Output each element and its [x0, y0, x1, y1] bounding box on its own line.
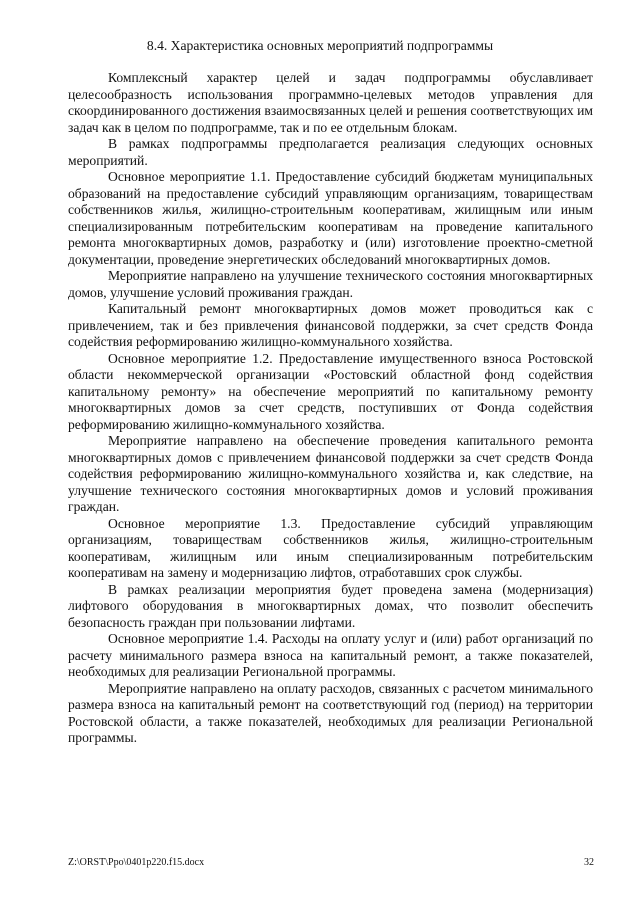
paragraph: Основное мероприятие 1.3. Предоставление субсидий управляющим организациям, товариществам собственников жилья, жилищно-строительным кооперативам, жилищным или иным специализированным потребительским кооперативам на замену и модернизацию лифтов, отработавших срок службы. — [68, 515, 593, 580]
page-number: 32 — [584, 857, 594, 868]
paragraph: Основное мероприятие 1.1. Предоставление субсидий бюджетам муниципальных образований на предоставление субсидий управляющим организациям, товариществам собственников жилья, жилищно-строительным кооперативам, жилищным или иным специализированным потребительским кооперативам на проведение капитального ремонта многоквартирных домов, разработку и (или) изготовление проектно-сметной документации, проведение энергетических обследований многоквартирных домов. — [68, 169, 593, 267]
paragraph: Основное мероприятие 1.2. Предоставление имущественного взноса Ростовской области некоммерческой организации «Ростовский областной фонд содействия капитальному ремонту» на обеспечение мероприятий по капитальному ремонту многоквартирных домов за счет средств, поступивших от Фонда содействия реформированию жилищно-коммунального хозяйства. — [68, 350, 593, 432]
paragraph: В рамках подпрограммы предполагается реализация следующих основных мероприятий. — [68, 136, 593, 168]
paragraph: Основное мероприятие 1.4. Расходы на оплату услуг и (или) работ организаций по расчету минимального размера взноса на капитальный ремонт, а также показателей, необходимых для реализации Региональной программы. — [68, 631, 593, 679]
paragraph: Мероприятие направлено на улучшение технического состояния многоквартирных домов, улучшение условий проживания граждан. — [68, 268, 593, 300]
section-heading: 8.4. Характеристика основных мероприятий подпрограммы — [146, 38, 494, 53]
footer-file-path: Z:\ORST\Ppo\0401p220.f15.docx — [68, 857, 205, 868]
paragraph: Мероприятие направлено на оплату расходов, связанных с расчетом минимального размера взноса на капитальный ремонт на соответствующий год (период) на территории Ростовской области, а также показателей, необходимых для реализации Региональной программы. — [68, 680, 593, 745]
body-text — [68, 70, 593, 747]
paragraph: Комплексный характер целей и задач подпрограммы обуславливает целесообразность использования программно-целевых методов управления для скоординированного достижения взаимосвязанных целей и решения соответствующих им задач как в целом по подпрограмме, так и по ее отдельным блокам. — [68, 70, 593, 135]
paragraph: Капитальный ремонт многоквартирных домов может проводиться как с привлечением, так и без привлечения финансовой поддержки, за счет средств Фонда содействия реформированию жилищно-коммунального хозяйства. — [68, 301, 593, 349]
paragraph: Мероприятие направлено на обеспечение проведения капитального ремонта многоквартирных домов с привлечением финансовой поддержки за счет средств Фонда содействия реформированию жилищно-коммунального хозяйства и, как следствие, на улучшение технического состояния многоквартирных домов и условий проживания граждан. — [68, 433, 593, 514]
paragraph: В рамках реализации мероприятия будет проведена замена (модернизация) лифтового оборудования в многоквартирных домах, что позволит обеспечить безопасность граждан при пользовании лифтами. — [68, 581, 593, 630]
